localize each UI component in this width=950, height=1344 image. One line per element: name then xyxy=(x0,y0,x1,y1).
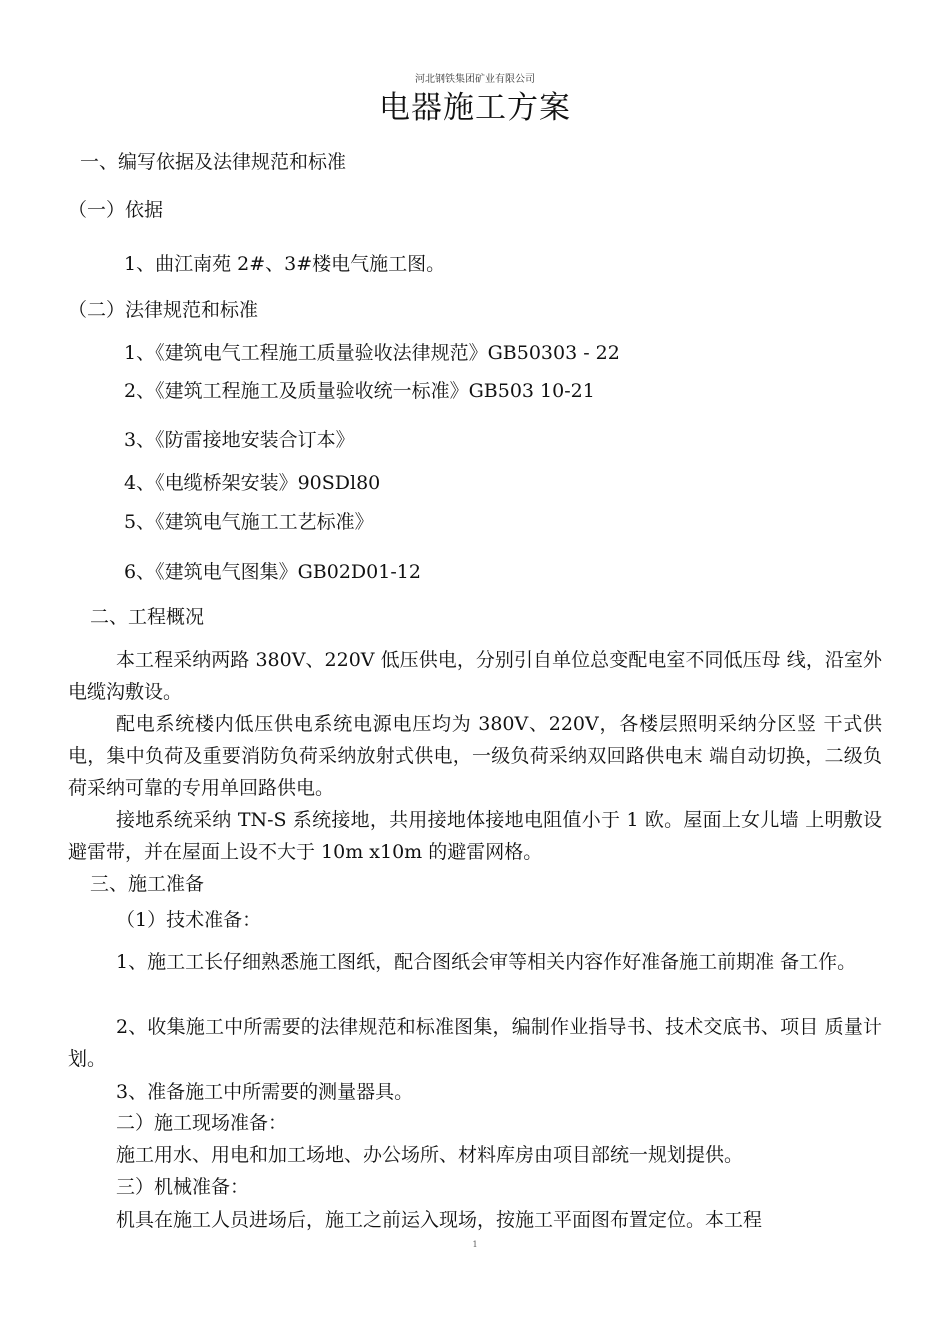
tech-prep-heading: （1）技术准备： xyxy=(116,909,262,931)
standard-item-3: 3、《防雷接地安装合订本》 xyxy=(124,429,355,451)
standard-item-2: 2、《建筑工程施工及质量验收统一标准》GB503 10-21 xyxy=(124,380,595,402)
overview-paragraph-3: 接地系统采纳 TN-S 系统接地，共用接地体接地电阻值小于 1 欧。屋面上女儿墙 上明敷设避雷带，并在屋面上设不大于 10m x10m 的避雷网格。 xyxy=(68,809,882,863)
document-title: 电器施工方案 xyxy=(379,90,571,126)
site-prep-heading: 二）施工现场准备： xyxy=(116,1112,288,1134)
tech-prep-item-1: 1、施工工长仔细熟悉施工图纸，配合图纸会审等相关内容作好准备施工前期准 备工作。 xyxy=(116,951,857,973)
tech-prep-item-2: 2、收集施工中所需要的法律规范和标准图集，编制作业指导书、技术交底书、项目 质量计划。 xyxy=(68,1016,882,1070)
basis-item-1: 1、曲江南苑 2#、3#楼电气施工图。 xyxy=(124,253,446,275)
subsection-standards-heading: （二）法律规范和标准 xyxy=(68,299,259,321)
standard-item-1: 1、《建筑电气工程施工质量验收法律规范》GB50303 - 22 xyxy=(124,342,620,364)
standard-item-5: 5、《建筑电气施工工艺标准》 xyxy=(124,511,374,533)
machinery-prep-heading: 三）机械准备： xyxy=(116,1176,250,1198)
tech-prep-item-3: 3、准备施工中所需要的测量器具。 xyxy=(116,1081,414,1103)
overview-paragraph-2: 配电系统楼内低压供电系统电源电压均为 380V、220V，各楼层照明采纳分区竖 干式供电，集中负荷及重要消防负荷采纳放射式供电，一级负荷采纳双回路供电末 端自动切换，二级负荷采纳可靠的专用单回路供电。 xyxy=(68,713,882,799)
page-number: 1 xyxy=(472,1240,478,1249)
machinery-prep-text: 机具在施工人员进场后，施工之前运入现场，按施工平面图布置定位。本工程 xyxy=(116,1209,763,1231)
site-prep-text: 施工用水、用电和加工场地、办公场所、材料库房由项目部统一规划提供。 xyxy=(116,1144,744,1166)
overview-paragraph-1: 本工程采纳两路 380V、220V 低压供电，分别引自单位总变配电室不同低压母 线，沿室外电缆沟敷设。 xyxy=(68,649,882,703)
subsection-basis-heading: （一）依据 xyxy=(68,199,164,221)
standard-item-4: 4、《电缆桥架安装》90SDl80 xyxy=(124,472,381,494)
section-2-heading: 二、工程概况 xyxy=(90,606,205,628)
standard-item-6: 6、《建筑电气图集》GB02D01-12 xyxy=(124,561,421,583)
section-1-heading: 一、编写依据及法律规范和标准 xyxy=(80,151,347,173)
company-header: 河北钢铁集团矿业有限公司 xyxy=(415,74,535,85)
section-3-heading: 三、施工准备 xyxy=(90,873,205,895)
